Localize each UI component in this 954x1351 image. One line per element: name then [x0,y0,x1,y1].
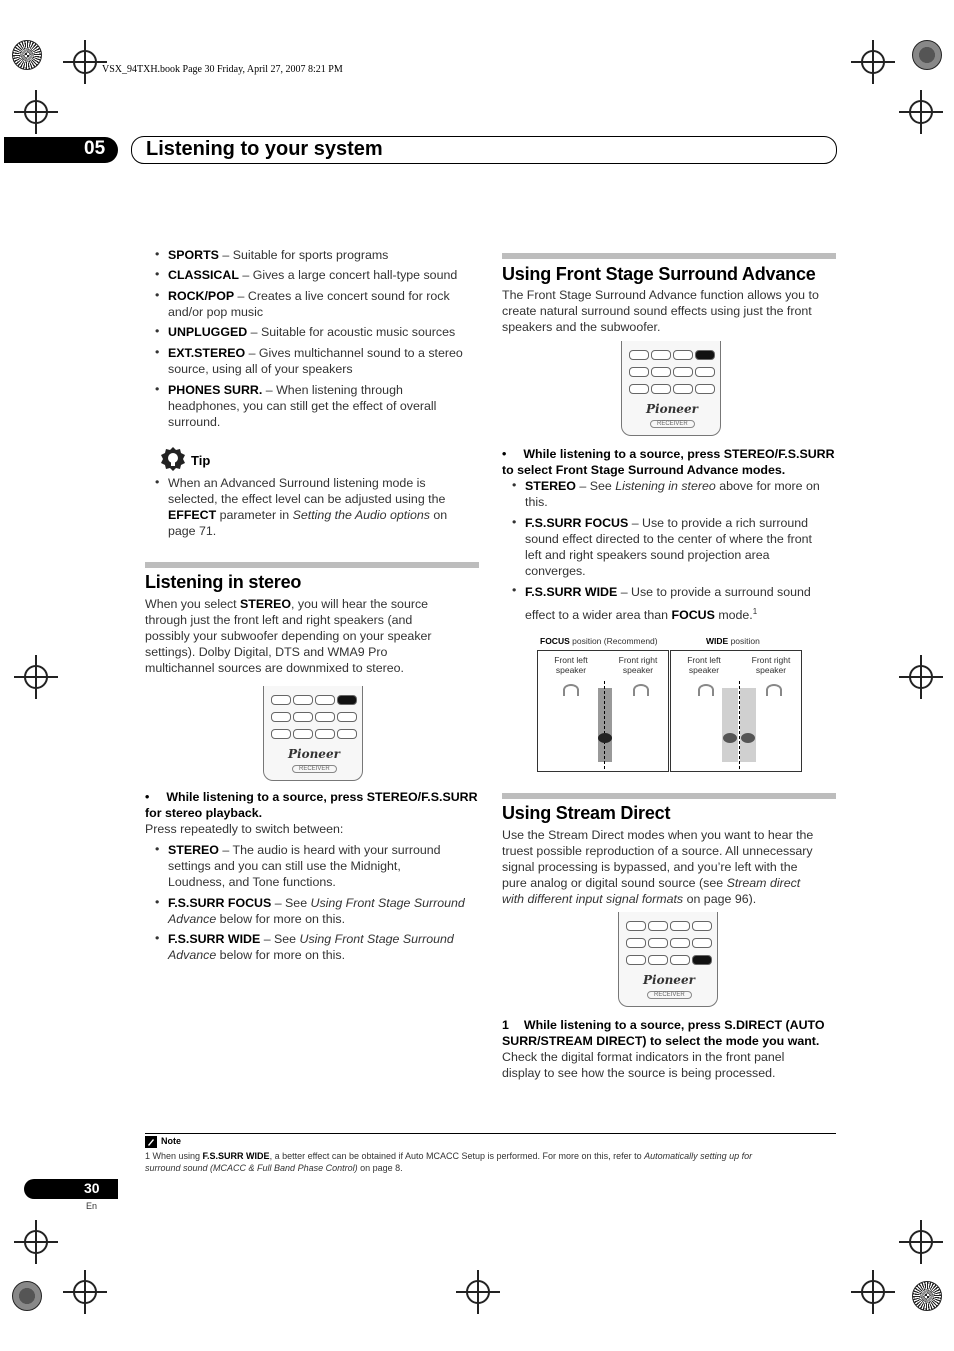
standard-button [673,367,693,377]
sbch-button [315,695,335,705]
step-instruction: 1 While listening to a source, press S.DIRECT (AUTO SURR/STREAM DIRECT) to select the mode you want. [502,1018,825,1048]
registration-target-mark [909,100,933,124]
registration-target-mark [73,50,97,74]
signal-sel-button [293,695,313,705]
note-rule [145,1133,836,1134]
step-instruction: • While listening to a source, press STEREO/F.S.SURR to select Front Stage Surround Advance modes. [502,447,835,477]
listener-head-icon [598,733,612,743]
sound-area [722,688,738,762]
s-direct-button [337,729,357,739]
page-number-tab [24,1179,118,1199]
multi-ope-button [271,712,291,722]
front-right-label: Front right speaker [618,655,658,675]
stream-direct-paragraph: Use the Stream Direct modes when you want to hear the truest possible reproduction of a source. All unnecessary signal processing is bypassed, and you’re left with the pure analog or digital sound source (see Stream direct with different input signal formats on page 96). [502,828,814,906]
registration-target-mark [24,665,48,689]
sbch-button [670,921,690,931]
page-lang: En [86,1201,98,1211]
note-label: Note [161,1136,181,1146]
registration-target-mark [24,1230,48,1254]
shift-button [629,384,649,394]
phase-button [648,955,668,965]
bullet: • [155,382,160,396]
registration-target-mark [73,1280,97,1304]
speaker-icon [633,684,649,696]
section-heading: Using Stream Direct [502,803,671,823]
stereo-paragraph: When you select STEREO, you will hear the source through just the front left and right speakers (and possibly your subwoofer depending on your speaker settings). Dolby Digital, DTS and WMA9 Pro multichannel sources are downmixed to stereo. [145,597,432,675]
mcacc-button [673,384,693,394]
front-left-label: Front left speaker [554,655,588,675]
remote-illustration [621,341,721,436]
bullet: • [155,931,160,945]
multi-ope-button [626,938,646,948]
receiver-label: RECEIVER [292,765,337,773]
list-item: CLASSICAL – Gives a large concert hall-type sound [168,268,458,282]
stereo-fssurr-button [692,921,712,931]
section-rule [502,793,836,799]
tip-label: Tip [191,453,211,468]
registration-sun-mark [912,1281,942,1311]
bullet: • [155,475,160,489]
remote-illustration [618,912,718,1007]
signal-sel-button [651,350,671,360]
option-stereo: STEREO – See Listening in stereo above for more on this. [525,479,820,509]
remote-illustration [263,686,363,781]
phase-button [293,729,313,739]
front-right-label: Front right speaker [751,655,791,675]
thx-button [648,938,668,948]
status-button [629,350,649,360]
sbch-button [673,350,693,360]
thx-button [293,712,313,722]
bullet: • [155,267,160,281]
center-line [739,681,740,769]
listener-head-icon [741,733,755,743]
standard-button [315,712,335,722]
registration-target-mark [861,1280,885,1304]
pioneer-logo: Pioneer [646,402,698,416]
list-item: SPORTS – Suitable for sports programs [168,248,389,262]
stereo-fssurr-button [695,350,715,360]
receiver-label: RECEIVER [650,420,695,428]
step-instruction: • While listening to a source, press STEREO/F.S.SURR for stereo playback. [145,790,478,820]
front-left-label: Front left speaker [687,655,721,675]
option-fs-wide: F.S.SURR WIDE – See Using Front Stage Surround Advance below for more on this. [168,932,454,962]
section-heading: Listening in stereo [145,572,302,592]
registration-target-mark [466,1280,490,1304]
mcacc-button [315,729,335,739]
bullet: • [512,515,517,529]
status-button [271,695,291,705]
center-line [604,681,605,769]
bullet: • [155,247,160,261]
footnote-text: 1 When using F.S.SURR WIDE, a better effect can be obtained if Auto MCACC Setup is performed. For more on this, refer to Automatically setting up for surround sound (MCACC & Full Band Phase Control) on page 8. [145,1151,753,1173]
list-item: ROCK/POP – Creates a live concert sound for rock and/or pop music [168,289,450,319]
registration-target-mark [861,50,885,74]
page-number: 30 [84,1180,100,1196]
bullet: • [155,288,160,302]
adv-surr-button [692,938,712,948]
stereo-fssurr-button [337,695,357,705]
list-item: PHONES SURR. – When listening through headphones, you can still get the effect of overall surround. [168,383,437,429]
chapter-number: 05 [84,138,106,159]
phase-button [651,384,671,394]
option-stereo: STEREO – The audio is heard with your surround settings and you can still use the Midnight, Loudness, and Tone functions. [168,843,441,889]
diagram-focus-label: FOCUS position (Recommend) [540,636,658,646]
s-direct-button [692,955,712,965]
registration-sun-mark [912,40,942,70]
speaker-icon [698,684,714,696]
sound-area [598,688,612,762]
speaker-icon [563,684,579,696]
tip-bulb-icon [160,446,186,472]
print-header: VSX_94TXH.book Page 30 Friday, April 27, 2007 8:21 PM [102,64,343,75]
standard-button [670,938,690,948]
adv-surr-button [695,367,715,377]
bullet: • [155,345,160,359]
signal-sel-button [648,921,668,931]
stream-direct-check: Check the digital format indicators in the front panel display to see how the source is being processed. [502,1050,785,1080]
chapter-title: Listening to your system [146,138,383,160]
multi-ope-button [629,367,649,377]
thx-button [651,367,671,377]
pioneer-logo: Pioneer [288,747,340,761]
speaker-icon [766,684,782,696]
option-fs-focus: F.S.SURR FOCUS – Use to provide a rich surround sound effect directed to the center of where the front left and right speakers sound projection area converges. [525,516,812,578]
diagram-wide-label: WIDE position [706,636,760,646]
mcacc-button [670,955,690,965]
section-heading: Using Front Stage Surround Advance [502,264,816,284]
status-button [626,921,646,931]
section-rule [502,253,836,259]
option-fs-focus: F.S.SURR FOCUS – See Using Front Stage Surround Advance below for more on this. [168,896,465,926]
shift-button [626,955,646,965]
adv-surr-button [337,712,357,722]
listener-head-icon [723,733,737,743]
registration-sun-mark [12,40,42,70]
focus-diagram [537,650,669,772]
note-pencil-icon [145,1136,157,1148]
receiver-label: RECEIVER [647,991,692,999]
shift-button [271,729,291,739]
option-fs-wide: F.S.SURR WIDE – Use to provide a surround sound effect to a wider area than FOCUS mode.$^1$ [525,585,811,623]
sound-area [740,688,756,762]
registration-target-mark [24,100,48,124]
bullet: • [155,895,160,909]
press-text: Press repeatedly to switch between: [145,822,344,836]
list-item: EXT.STEREO – Gives multichannel sound to a stereo source, using all of your speakers [168,346,463,376]
fss-paragraph: The Front Stage Surround Advance function allows you to create natural surround sound effects using just the front speakers and the subwoofer. [502,288,819,334]
bullet: • [155,324,160,338]
registration-target-mark [909,665,933,689]
pioneer-logo: Pioneer [643,973,695,987]
registration-target-mark [909,1230,933,1254]
bullet: • [512,583,517,597]
list-item: UNPLUGGED – Suitable for acoustic music sources [168,325,456,339]
tip-text: When an Advanced Surround listening mode is selected, the effect level can be adjusted using the EFFECT parameter in Setting the Audio options on page 71. [168,476,448,538]
wide-diagram [670,650,802,772]
bullet: • [512,478,517,492]
section-rule [145,562,479,568]
bullet: • [155,842,160,856]
registration-sun-mark [12,1281,42,1311]
s-direct-button [695,384,715,394]
